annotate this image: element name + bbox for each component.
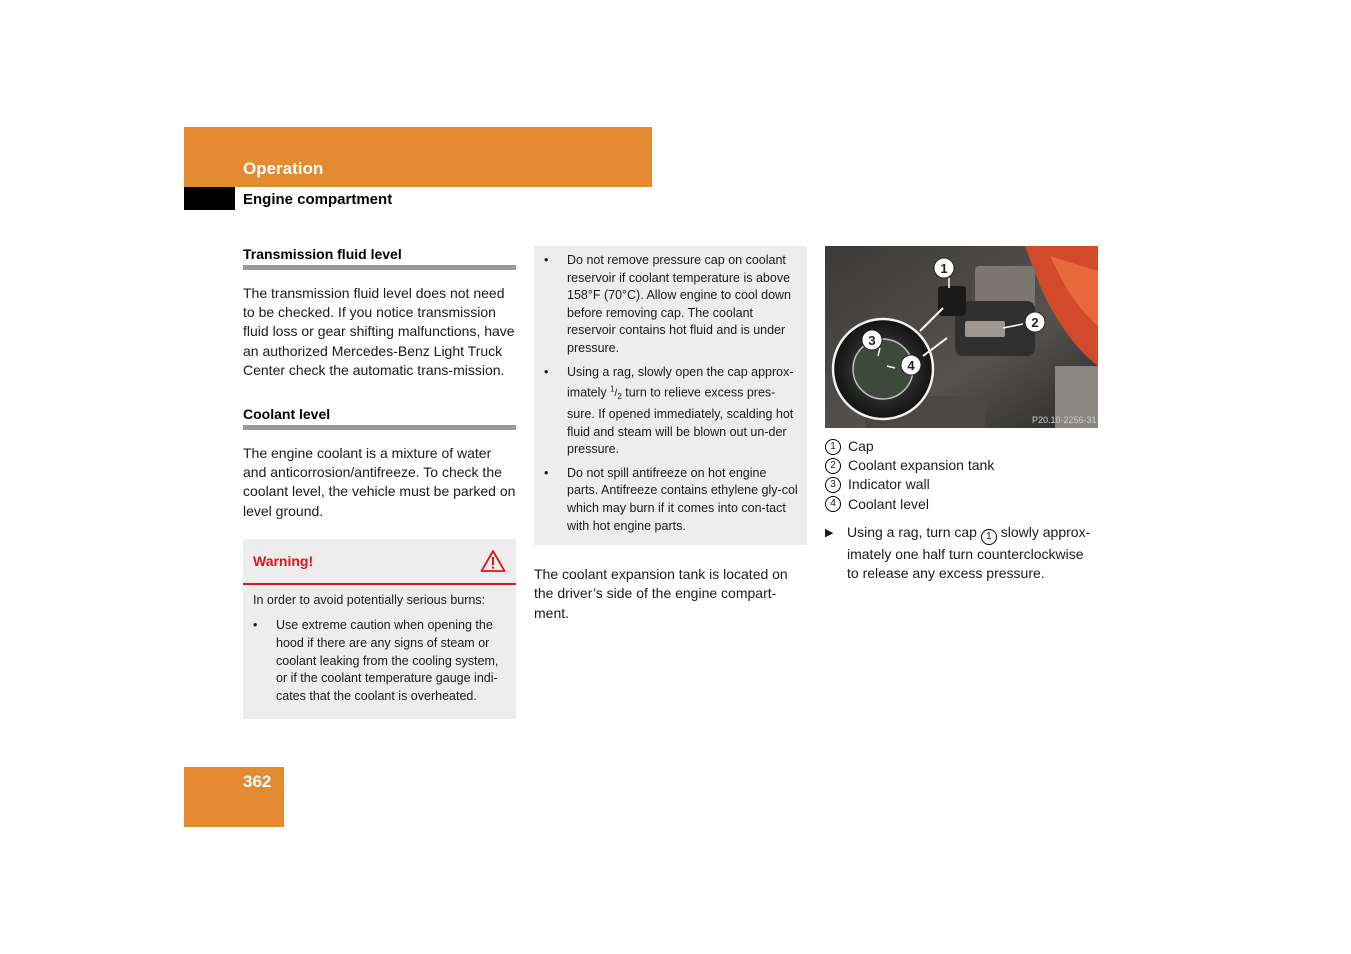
caution-box [534,246,807,545]
legend-item-cap [825,437,1098,456]
photo-code: P20.10-2256-31 [1032,415,1097,425]
svg-text:1: 1 [940,261,948,276]
coolant-section [243,406,516,521]
half-fraction: $^1/_2$ [610,385,622,402]
caution-bullet-1: • Do not remove pressure cap on coolant reservoir if coolant temperature is above 158°F (70°C). Allow engine to cool down before removing cap. The coolant reservoir contains hot fluid and is under pressure. [544,252,799,358]
page-number: 362 [243,772,272,791]
legend-number: 4 [825,496,841,512]
column-right [825,246,1098,583]
transmission-text: The transmission fluid level does not need to be checked. If you notice transmission fluid loss or gear shifting malfunctions, have an authorized Mercedes-Benz Light Truck Center check the automatic trans-mission. [243,285,515,378]
warning-intro: In order to avoid potentially serious burns: [253,592,486,607]
column-left [243,246,516,719]
photo-label-4 [901,355,921,375]
legend-item-indicator-wall [825,475,1098,494]
warning-box [243,539,516,720]
legend-label: Coolant expansion tank [848,457,995,474]
caution-list [544,252,799,535]
engine-compartment-photo [825,246,1098,428]
step-arrow-icon: ▶ [825,526,834,539]
legend-label: Cap [848,438,874,454]
warning-list [243,617,516,705]
legend-label: Coolant level [848,495,929,512]
photo-label-2 [1025,312,1045,332]
expansion-tank-text: The coolant expansion tank is located on the driver’s side of the engine compart-ment. [534,566,788,621]
svg-text:2: 2 [1031,315,1039,330]
photo-label-3 [862,330,882,350]
caution-bullet-2-start: Using a rag, slowly open the cap approx-imately [567,364,794,400]
photo-legend [825,437,1098,514]
caution-bullet-3: • Do not spill antifreeze on hot engine parts. Antifreeze contains ethylene gly-col which may burn if it comes into con-tact with hot engine parts. [544,465,799,535]
legend-item-coolant-level [825,495,1098,514]
caution-bullet-2 [544,364,799,459]
section-tab-marker [184,187,235,210]
warning-label: Warning! [253,552,314,569]
svg-text:4: 4 [907,358,915,373]
column-middle [534,246,807,623]
warning-triangle-icon [480,549,506,573]
section-title: Engine compartment [243,191,393,208]
caution-bullet-2-end: turn to relieve excess pres-sure. If opened immediately, scalding hot fluid and steam will be blown out un-der pressure. [567,385,794,457]
legend-number: 3 [825,477,841,493]
legend-number: 2 [825,458,841,474]
coolant-heading: Coolant level [243,406,516,430]
warning-bullet: • Use extreme caution when opening the hood if there are any signs of steam or coolant leaking from the cooling system, or if the coolant temperature gauge indi-cates that the coolant is overheated. [253,617,508,705]
step-text: Using a rag, turn cap 1 slowly approx-imately one half turn counterclockwise to release any excess pressure. [847,523,1091,582]
legend-number: 1 [825,439,841,455]
step-cap-reference: 1 [981,529,997,545]
legend-label: Indicator wall [848,476,930,493]
warning-header [243,539,516,585]
legend-item-expansion-tank [825,456,1098,475]
svg-text:3: 3 [868,333,876,348]
coolant-text: The engine coolant is a mixture of water and anticorrosion/antifreeze. To check the coolant level, the vehicle must be parked on level ground. [243,445,516,519]
instruction-step [825,523,1098,583]
transmission-heading: Transmission fluid level [243,246,516,270]
photo-label-1 [934,258,954,278]
chapter-title: Operation [243,159,324,178]
